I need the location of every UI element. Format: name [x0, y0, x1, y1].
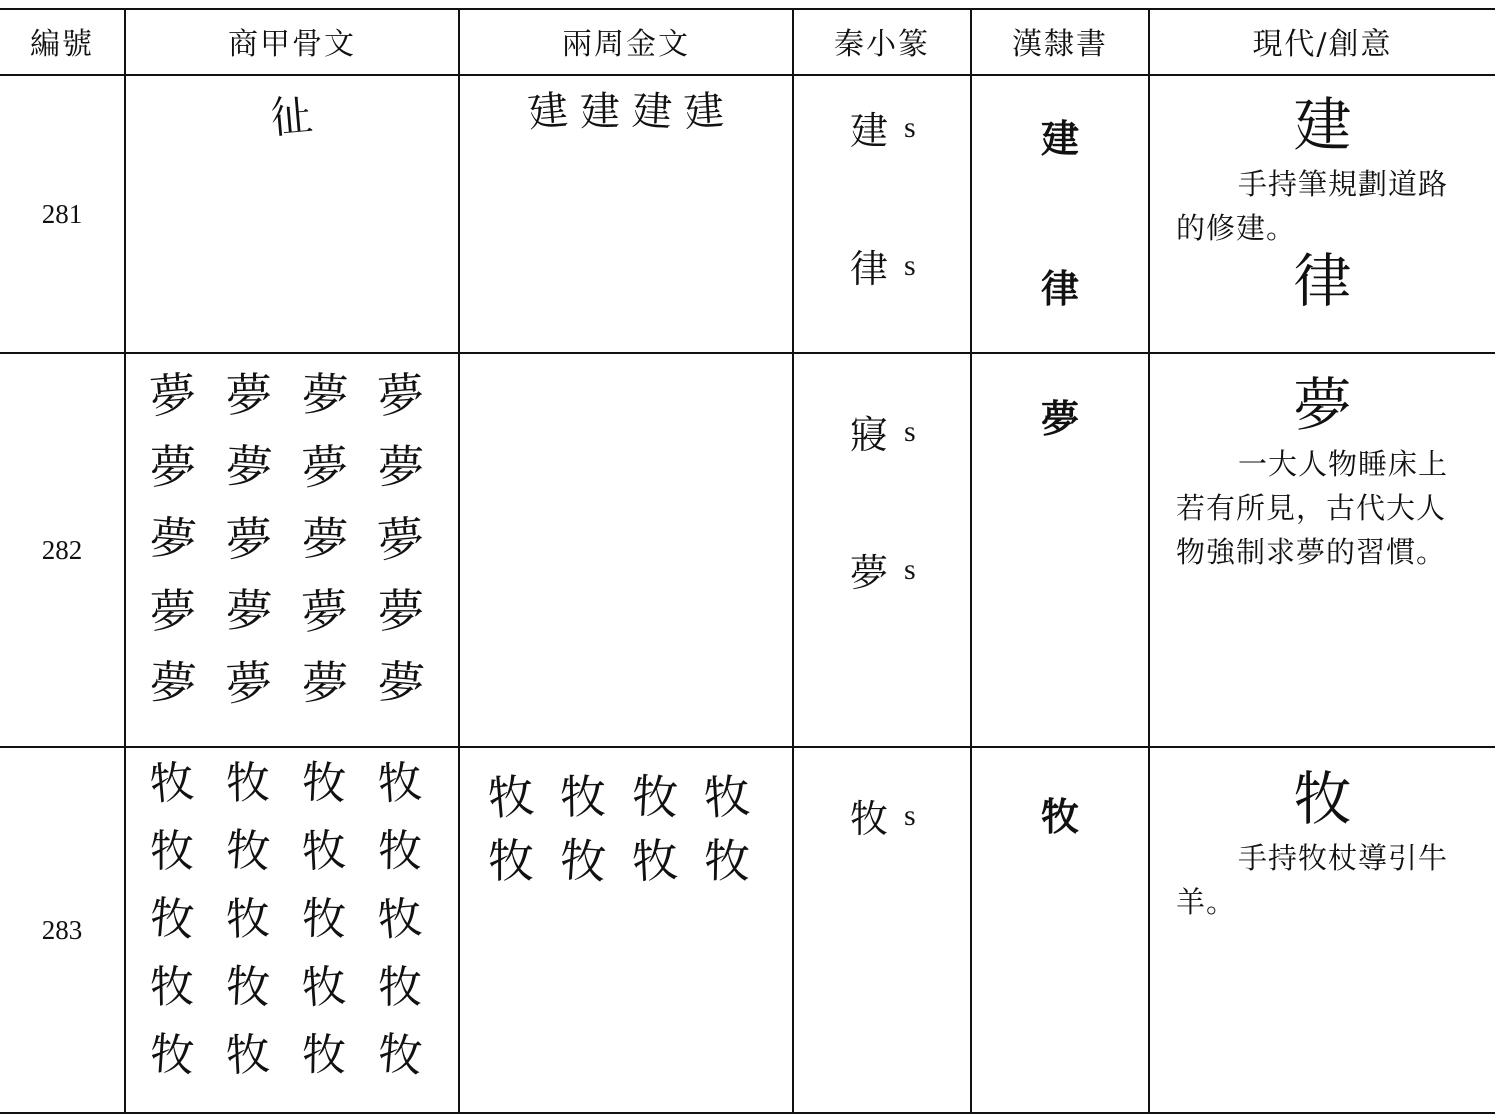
column-rule	[970, 8, 972, 1114]
seal-label: s	[904, 414, 916, 448]
seal-form	[842, 788, 916, 843]
seal-label: s	[904, 798, 916, 832]
oracle-glyph: 夢	[149, 583, 197, 639]
modern-character: 牧	[1293, 765, 1352, 833]
oracle-glyph: 夢	[376, 366, 426, 424]
oracle-glyph: 夢	[375, 510, 427, 568]
oracle-glyph: 牧	[300, 756, 348, 811]
modern-column	[1150, 91, 1495, 315]
bronze-glyph: 牧	[488, 834, 534, 888]
oracle-glyph: 牧	[301, 1029, 347, 1082]
row-282-bottom-rule	[0, 746, 1495, 748]
oracle-glyph: 𢓊	[267, 90, 317, 145]
etymology-description: 手持牧杖導引牛羊。	[1176, 841, 1449, 919]
seal-label: s	[904, 552, 916, 586]
seal-glyph: 牧	[849, 797, 888, 841]
table-bottom-rule	[0, 1112, 1495, 1114]
oracle-glyph: 夢	[225, 367, 273, 423]
modern-character: 建	[1293, 91, 1352, 159]
bronze-glyph: 牧	[702, 768, 752, 826]
oracle-glyph: 夢	[147, 366, 199, 424]
row-281-bottom-rule	[0, 352, 1495, 354]
seal-glyph: 律	[849, 247, 888, 291]
oracle-glyph: 牧	[148, 1028, 196, 1083]
seal-glyph: 建	[849, 109, 888, 153]
clerical-glyph: 夢	[1040, 396, 1079, 441]
clerical-glyph: 建	[1040, 116, 1079, 161]
bronze-glyph: 建	[579, 88, 621, 136]
header-small-seal: 秦小篆	[834, 27, 930, 62]
oracle-glyph: 夢	[377, 439, 425, 495]
seal-glyph: 寢	[849, 413, 888, 457]
bronze-glyph: 建	[630, 87, 674, 137]
oracle-glyph: 牧	[376, 756, 424, 811]
header-bronze: 兩周金文	[562, 27, 690, 62]
seal-form	[842, 100, 916, 155]
bronze-glyph: 建	[526, 87, 570, 137]
oracle-glyph: 夢	[224, 654, 274, 712]
oracle-glyph: 牧	[377, 825, 423, 878]
oracle-glyph: 牧	[300, 960, 348, 1015]
oracle-glyph: 夢	[148, 654, 198, 712]
modern-character: 律	[1293, 247, 1352, 315]
seal-label: s	[904, 248, 916, 282]
oracle-glyph: 牧	[224, 824, 272, 879]
oracle-glyph: 夢	[301, 655, 349, 711]
column-rule	[792, 8, 794, 1114]
bronze-glyph: 建	[682, 87, 726, 137]
header-number: 編號	[30, 27, 94, 62]
oracle-glyph: 夢	[224, 438, 274, 496]
etymology-description: 手持筆規劃道路的修建。	[1176, 167, 1449, 245]
bronze-glyph: 牧	[558, 832, 608, 890]
oracle-glyph: 牧	[224, 1028, 272, 1083]
oracle-glyph: 牧	[150, 826, 194, 877]
oracle-glyph: 牧	[224, 960, 272, 1015]
column-rule	[458, 8, 460, 1114]
oracle-glyph: 牧	[378, 962, 422, 1013]
header-modern: 現代/創意	[1252, 27, 1393, 62]
oracle-glyph: 牧	[300, 824, 348, 879]
bronze-glyph: 牧	[559, 769, 607, 825]
bronze-glyph: 牧	[485, 768, 537, 826]
modern-column	[1150, 371, 1495, 574]
oracle-glyph: 牧	[375, 892, 425, 947]
oracle-glyph: 夢	[378, 584, 424, 638]
oracle-glyph: 牧	[225, 893, 271, 946]
bronze-glyph: 牧	[630, 832, 680, 890]
seal-form	[842, 238, 916, 293]
oracle-glyph: 夢	[301, 511, 349, 567]
oracle-glyph: 牧	[147, 892, 197, 947]
seal-label: s	[904, 110, 916, 144]
header-oracle-bone: 商甲骨文	[228, 27, 356, 62]
oracle-glyph: 夢	[224, 582, 274, 640]
oracle-glyph: 牧	[375, 1028, 425, 1083]
bronze-glyph: 牧	[703, 833, 751, 889]
oracle-glyph: 夢	[147, 510, 199, 568]
seal-form	[842, 404, 916, 459]
header-clerical: 漢隸書	[1012, 27, 1108, 62]
oracle-glyph: 夢	[225, 511, 273, 567]
modern-column	[1150, 765, 1495, 924]
seal-glyph: 夢	[849, 551, 888, 595]
oracle-glyph: 夢	[375, 654, 427, 712]
header-bottom-rule	[0, 74, 1495, 76]
oracle-glyph: 牧	[147, 756, 197, 811]
row-number: 282	[41, 534, 83, 565]
column-rule	[124, 8, 126, 1114]
oracle-glyph: 夢	[300, 438, 350, 496]
row-number: 283	[41, 914, 83, 945]
oracle-glyph: 夢	[300, 366, 350, 424]
clerical-glyph: 律	[1040, 266, 1079, 311]
oracle-glyph: 夢	[300, 582, 350, 640]
clerical-glyph: 牧	[1040, 794, 1079, 839]
seal-form	[842, 542, 916, 597]
oracle-glyph: 牧	[225, 757, 271, 810]
oracle-glyph: 夢	[150, 440, 196, 494]
oracle-glyph: 牧	[149, 961, 195, 1014]
bronze-glyph: 牧	[630, 768, 680, 826]
etymology-description: 一大人物睡床上若有所見，古代大人物強制求夢的習慣。	[1176, 447, 1449, 569]
row-number: 281	[41, 198, 83, 229]
modern-character: 夢	[1293, 371, 1352, 439]
oracle-glyph: 牧	[301, 893, 347, 946]
